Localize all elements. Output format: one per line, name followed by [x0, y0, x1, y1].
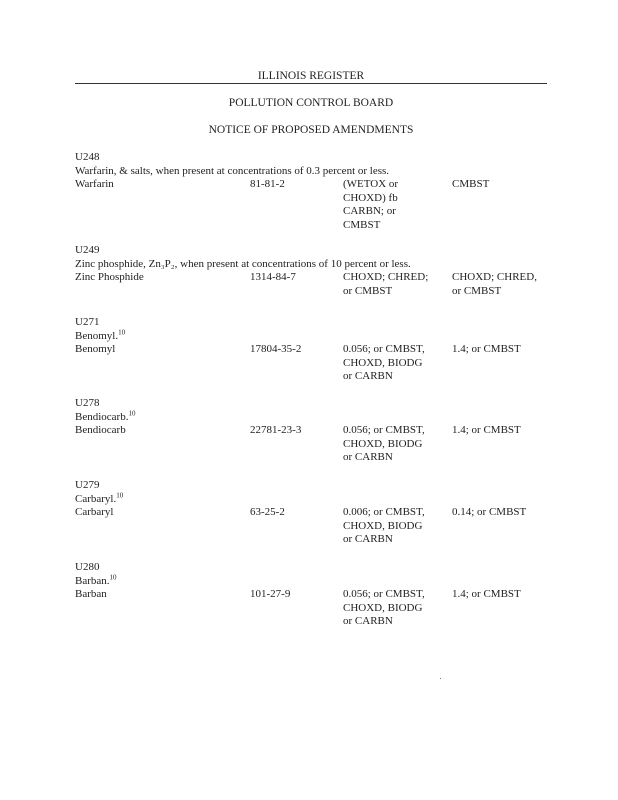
standard-line: CHOXD, BIODG [343, 601, 423, 614]
cas-number: 17804-35-2 [250, 343, 302, 355]
waste-code: U279 [75, 479, 100, 491]
cas-number: 63-25-2 [250, 506, 285, 518]
standard-line: 1.4; or CMBST [452, 588, 521, 600]
standard-line: CARBN; or [343, 205, 396, 217]
waste-description [75, 329, 555, 343]
wastewater-standard [343, 424, 443, 465]
wastewater-standard [343, 588, 443, 629]
standard-line: 0.056; or CMBST, [343, 588, 425, 600]
board-title: POLLUTION CONTROL BOARD [228, 97, 394, 109]
constituent-name: Warfarin [75, 178, 114, 190]
waste-description-text: Zinc phosphide, Zn₃P₂, when present at concentrations of 10 percent or less. [75, 258, 411, 270]
waste-entry [75, 396, 555, 463]
standard-line: 1.4; or CMBST [452, 343, 521, 355]
stray-mark [440, 678, 441, 679]
standard-line: CMBST [343, 218, 381, 231]
constituent-name: Barban [75, 588, 107, 600]
waste-entry [75, 315, 555, 382]
waste-description [75, 257, 555, 271]
wastewater-standard [343, 178, 443, 232]
constituent-row [75, 271, 555, 297]
standard-line: 0.056; or CMBST, [343, 424, 425, 436]
waste-entry [75, 560, 555, 627]
constituent-name: Carbaryl [75, 506, 114, 518]
waste-entry [75, 478, 555, 545]
standard-line: CHOXD, BIODG [343, 519, 423, 532]
footnote-marker: 10 [118, 328, 126, 337]
constituent-name: Bendiocarb [75, 424, 126, 436]
constituent-row [75, 424, 555, 463]
standard-line: CHOXD, BIODG [343, 437, 423, 450]
cas-number: 22781-23-3 [250, 424, 302, 436]
wastewater-standard [343, 506, 443, 547]
standard-line: CHOXD) fb [343, 191, 398, 204]
standard-line: 0.056; or CMBST, [343, 343, 425, 355]
wastewater-standard [343, 271, 443, 298]
waste-description [75, 410, 555, 424]
waste-entry [75, 150, 555, 231]
waste-code: U280 [75, 561, 100, 573]
standard-line: CMBST [452, 178, 490, 190]
nonwastewater-standard [452, 506, 562, 520]
standard-line: 1.4; or CMBST [452, 424, 521, 436]
constituent-row [75, 588, 555, 627]
standard-line: or CARBN [343, 370, 393, 382]
waste-code: U248 [75, 151, 100, 163]
constituent-row [75, 343, 555, 382]
standard-line: CHOXD; CHRED; [343, 271, 429, 283]
standard-line: 0.006; or CMBST, [343, 506, 425, 518]
standard-line: or CARBN [343, 533, 393, 545]
waste-description [75, 574, 555, 588]
constituent-row [75, 178, 555, 231]
nonwastewater-standard [452, 343, 562, 357]
waste-entry [75, 243, 555, 297]
constituent-name: Zinc Phosphide [75, 271, 144, 283]
constituent-name: Benomyl [75, 343, 116, 355]
waste-code: U249 [75, 244, 100, 256]
nonwastewater-standard [452, 178, 562, 192]
waste-code: U278 [75, 397, 100, 409]
register-title: ILLINOIS REGISTER [257, 70, 365, 82]
standard-line: or CARBN [343, 451, 393, 463]
wastewater-standard [343, 343, 443, 384]
waste-description-text: Barban. [75, 575, 110, 587]
cas-number: 81-81-2 [250, 178, 285, 190]
waste-description-text: Warfarin, & salts, when present at concentrations of 0.3 percent or less. [75, 165, 390, 177]
waste-description [75, 492, 555, 506]
footnote-marker: 10 [116, 491, 124, 500]
notice-title: NOTICE OF PROPOSED AMENDMENTS [208, 124, 414, 136]
standard-line: 0.14; or CMBST [452, 506, 527, 518]
constituent-row [75, 506, 555, 545]
footnote-marker: 10 [109, 573, 117, 582]
waste-description-text: Carbaryl. [75, 493, 117, 505]
standard-line: (WETOX or [343, 178, 399, 190]
cas-number: 1314-84-7 [250, 271, 296, 283]
standard-line: or CMBST [452, 284, 502, 297]
header-rule [75, 83, 547, 84]
nonwastewater-standard [452, 424, 562, 438]
waste-description-text: Bendiocarb. [75, 411, 129, 423]
cas-number: 101-27-9 [250, 588, 291, 600]
waste-code: U271 [75, 316, 100, 328]
nonwastewater-standard [452, 588, 562, 602]
standard-line: or CARBN [343, 615, 393, 627]
standard-line: CHOXD, BIODG [343, 356, 423, 369]
waste-description [75, 164, 555, 178]
waste-description-text: Benomyl. [75, 330, 119, 342]
footnote-marker: 10 [128, 409, 136, 418]
standard-line: or CMBST [343, 284, 393, 297]
nonwastewater-standard [452, 271, 562, 298]
standard-line: CHOXD; CHRED, [452, 271, 537, 283]
